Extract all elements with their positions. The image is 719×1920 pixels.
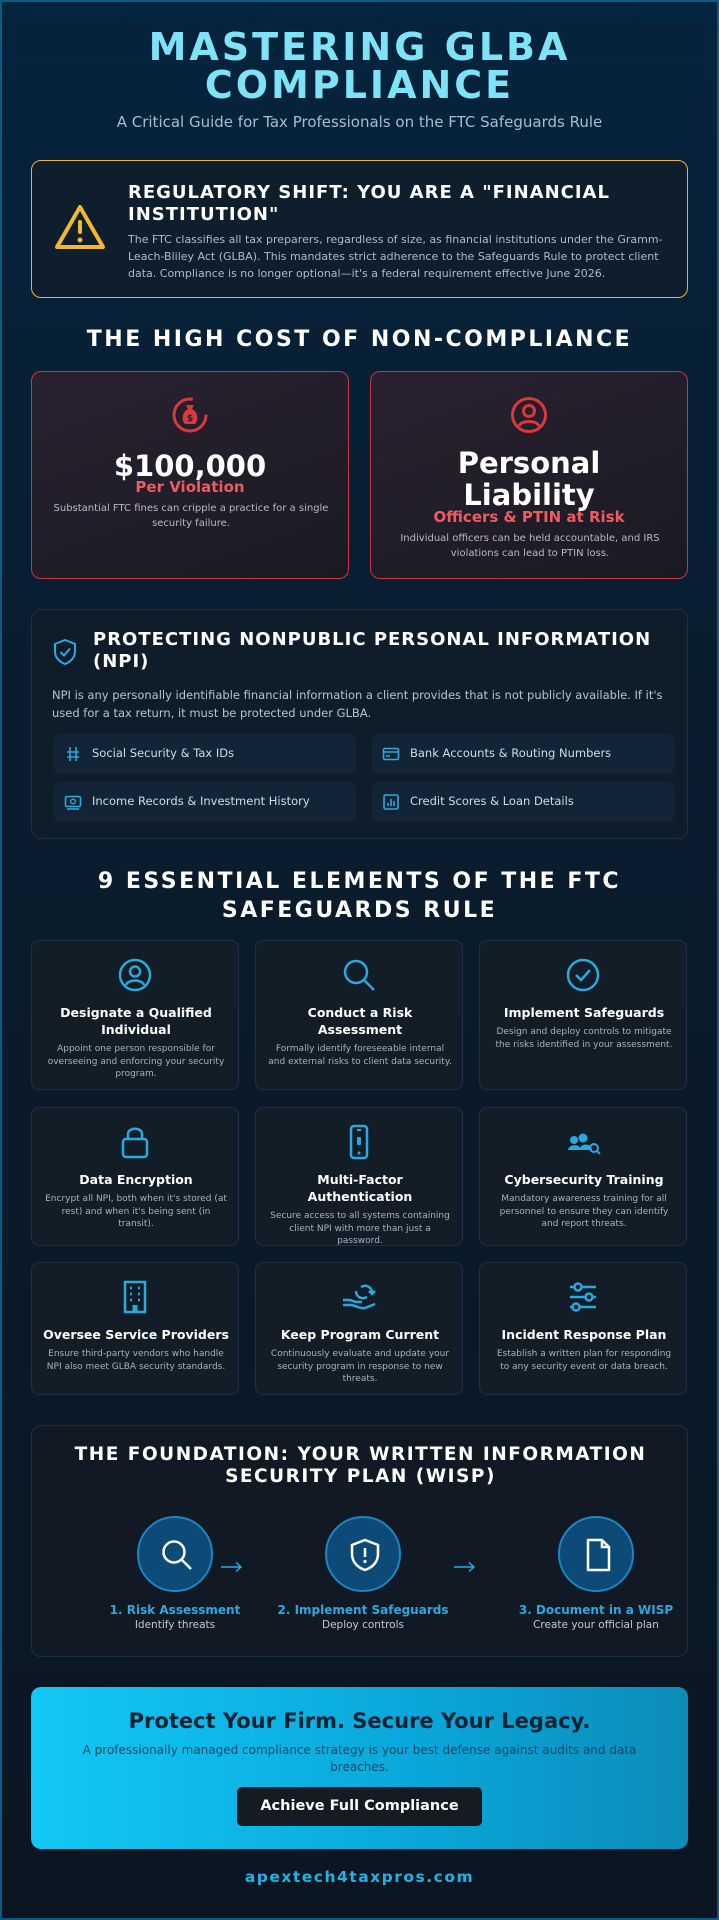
element-description: Ensure third-party vendors who handle NPI also meet GLBA security standards. (46, 1349, 226, 1372)
npi-section (31, 609, 688, 839)
liability-description: Individual officers can be held accountable, and IRS violations can lead to PTIN loss. (400, 533, 660, 559)
element-description: Encrypt all NPI, both when it's stored (at rest) and when it's being sent (in transit). (45, 1194, 227, 1229)
element-title: Oversee Service Providers (43, 1327, 229, 1342)
elements-heading-line-2: SAFEGUARDS RULE (221, 898, 498, 923)
element-description: Formally identify foreseeable internal and external risks to client data security. (268, 1044, 452, 1067)
cost-card-liability (370, 371, 688, 579)
liability-label: Officers & PTIN at Risk (433, 508, 625, 526)
regulatory-alert-box (31, 160, 688, 298)
step-icon-circle (325, 1516, 401, 1592)
element-card-risk-assessment (255, 940, 463, 1090)
npi-item-label: Bank Accounts & Routing Numbers (410, 746, 612, 760)
npi-item-credit (372, 782, 674, 822)
step-title: 3. Document in a WISP (518, 1603, 674, 1617)
element-card-encryption (31, 1107, 239, 1246)
user-icon (510, 396, 548, 434)
shield-check-icon (52, 638, 78, 666)
money-icon (64, 793, 82, 811)
step-description: Identify threats (134, 1619, 216, 1631)
title-line-2: COMPLIANCE (204, 63, 515, 107)
element-title: Designate a Qualified Individual (60, 1005, 212, 1037)
arrow-right-icon (219, 1561, 245, 1573)
step-icon-circle (558, 1516, 634, 1592)
step-description: Create your official plan (533, 1619, 659, 1631)
money-bag-icon (171, 396, 209, 434)
step-title: 2. Implement Safeguards (277, 1603, 449, 1617)
element-card-training (479, 1107, 687, 1246)
training-icon (565, 1124, 601, 1160)
fine-description: Substantial FTC fines can cripple a practice for a single security failure. (53, 503, 329, 529)
npi-item-bank (372, 734, 674, 774)
cost-card-fines (31, 371, 349, 579)
element-card-service-providers (31, 1262, 239, 1395)
element-title: Data Encryption (79, 1172, 193, 1187)
alert-text: The FTC classifies all tax preparers, regardless of size, as financial institutions under the Gramm-Leach-Bliley Act (GLBA). This mandates strict adherence to the Safeguards Rule to protect client data. Compliance is no longer optional—it's a federal requirement effective June 2026. (128, 233, 663, 280)
element-title: Keep Program Current (280, 1327, 440, 1342)
element-description: Appoint one person responsible for overseeing and enforcing your security program. (47, 1044, 225, 1079)
fine-label: Per Violation (135, 478, 245, 496)
element-title: Conduct a Risk Assessment (307, 1005, 413, 1037)
arrow-right-icon (452, 1561, 478, 1573)
fine-amount: $100,000 (113, 449, 267, 483)
wisp-title-line-2: SECURITY PLAN (WISP) (225, 1466, 496, 1487)
elements-heading (0, 867, 719, 925)
npi-item-ssn (54, 734, 356, 774)
element-card-qualified-individual (31, 940, 239, 1090)
warning-icon (54, 203, 106, 251)
cta-title: Protect Your Firm. Secure Your Legacy. (128, 1709, 591, 1733)
element-description: Establish a written plan for responding to any security event or data breach. (496, 1349, 672, 1372)
wisp-title (32, 1444, 689, 1488)
title-line-1: MASTERING GLBA (148, 25, 571, 69)
element-title: Incident Response Plan (501, 1327, 667, 1342)
wisp-step-implement-safeguards (268, 1516, 458, 1631)
wisp-step-document (501, 1516, 691, 1631)
npi-title: PROTECTING NONPUBLIC PERSONAL INFORMATION (NPI) (93, 629, 652, 672)
achieve-compliance-button[interactable]: Achieve Full Compliance (237, 1787, 482, 1826)
svg-text:$: $ (186, 414, 194, 424)
hash-icon (64, 745, 82, 763)
elements-heading-line-1: 9 ESSENTIAL ELEMENTS OF THE FTC (97, 869, 622, 894)
element-card-keep-current (255, 1262, 463, 1395)
user-circle-icon (117, 957, 153, 993)
element-description: Continuously evaluate and update your security program in response to new threats. (270, 1349, 450, 1384)
page-title (0, 25, 719, 107)
cta-text: A professionally managed compliance strategy is your best defense against audits and data breaches. (82, 1743, 637, 1774)
element-card-mfa (255, 1107, 463, 1246)
shield-alert-icon (347, 1537, 383, 1573)
element-description: Design and deploy controls to mitigate the risks identified in your assessment. (495, 1027, 673, 1050)
search-icon (341, 957, 377, 993)
element-title: Multi-Factor Authentication (307, 1172, 413, 1204)
step-icon-circle (137, 1516, 213, 1592)
page-subtitle: A Critical Guide for Tax Professionals on the FTC Safeguards Rule (116, 113, 603, 131)
credit-card-icon (382, 745, 400, 763)
wisp-step-risk-assessment (80, 1516, 270, 1631)
step-arrow (452, 1558, 478, 1570)
step-description: Deploy controls (322, 1619, 404, 1631)
element-title: Cybersecurity Training (504, 1172, 664, 1187)
liability-heading (371, 447, 687, 511)
element-title: Implement Safeguards (503, 1005, 665, 1020)
sliders-icon (565, 1279, 601, 1315)
building-icon (117, 1279, 153, 1315)
report-icon (382, 793, 400, 811)
document-icon (580, 1537, 616, 1573)
alert-title: REGULATORY SHIFT: YOU ARE A "FINANCIAL INSTITUTION" (128, 182, 610, 225)
search-icon (159, 1537, 195, 1573)
wisp-title-line-1: THE FOUNDATION: YOUR WRITTEN INFORMATION (74, 1444, 647, 1465)
liability-line-1: Personal (457, 446, 601, 480)
cta-banner (31, 1687, 688, 1849)
lock-icon (117, 1124, 153, 1160)
element-description: Mandatory awareness training for all personnel to ensure they can identify and report threats. (499, 1194, 669, 1229)
step-arrow (219, 1558, 245, 1570)
npi-item-label: Credit Scores & Loan Details (410, 794, 574, 808)
npi-item-label: Social Security & Tax IDs (92, 746, 235, 760)
liability-line-2: Liability (463, 478, 595, 512)
step-title: 1. Risk Assessment (109, 1603, 241, 1617)
wisp-section (31, 1425, 688, 1657)
element-card-incident-response (479, 1262, 687, 1395)
npi-item-label: Income Records & Investment History (92, 794, 310, 808)
check-circle-icon (565, 957, 601, 993)
footer-website-link[interactable]: apextech4taxpros.com (244, 1868, 475, 1886)
npi-description: NPI is any personally identifiable financial information a client provides that is not publicly available. If it's used for a tax return, it must be protected under GLBA. (52, 688, 663, 720)
phone-icon (341, 1124, 377, 1160)
cost-heading: THE HIGH COST OF NON-COMPLIANCE (86, 327, 633, 352)
npi-item-income (54, 782, 356, 822)
element-description: Secure access to all systems containing client NPI with more than just a password. (270, 1211, 450, 1246)
refresh-hand-icon (341, 1279, 377, 1315)
element-card-implement-safeguards (479, 940, 687, 1090)
